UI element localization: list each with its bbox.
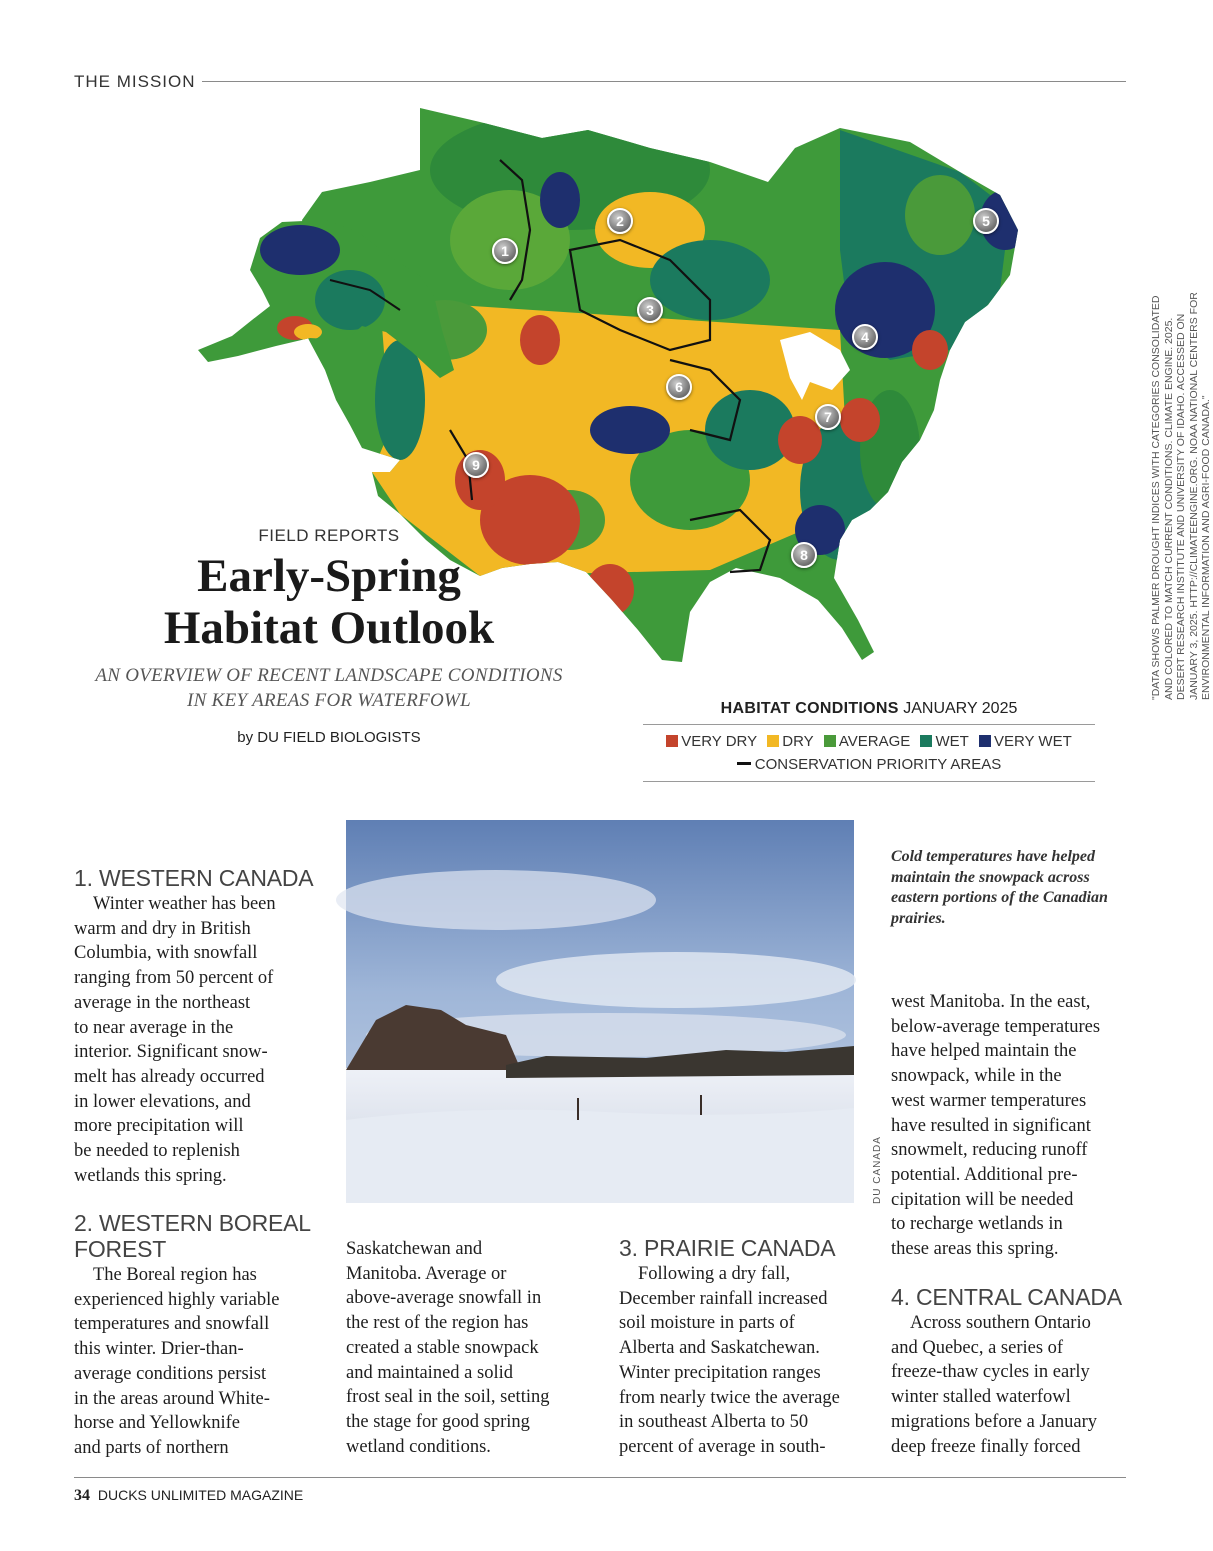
section-heading: 3. PRAIRIE CANADA	[619, 1235, 836, 1261]
article-subtitle	[70, 663, 588, 713]
body-line: snowpack, while in the	[891, 1066, 1062, 1087]
section-prairie-canada	[619, 1236, 859, 1460]
legend-rule	[643, 724, 1095, 725]
legend-label: VERY WET	[993, 733, 1072, 750]
body-line: average conditions persist	[74, 1363, 267, 1384]
kicker: FIELD REPORTS	[258, 526, 400, 545]
article-subtitle-line: AN OVERVIEW OF RECENT LANDSCAPE CONDITIONS	[95, 665, 563, 686]
body-line: temperatures and snowfall	[74, 1314, 270, 1335]
body-line: frost seal in the soil, setting	[346, 1387, 550, 1408]
photo-caption: Cold temperatures have helped maintain the snowpack across eastern portions of the Canadian prairies.	[891, 848, 1108, 927]
priority-line-icon	[737, 762, 751, 765]
swatch-wet	[920, 735, 932, 747]
legend-title-date: JANUARY 2025	[903, 700, 1018, 717]
map-legend	[643, 694, 1095, 794]
body-line: this winter. Drier-than-	[74, 1339, 244, 1360]
article-title	[74, 550, 584, 654]
body-line: be needed to replenish	[74, 1141, 240, 1162]
body-line: created a stable snowpack	[346, 1337, 539, 1358]
legend-item-dry	[767, 733, 813, 750]
map-marker-7: 7	[815, 404, 841, 430]
map-marker-9: 9	[463, 452, 489, 478]
body-line: to near average in the	[74, 1017, 234, 1038]
map-marker-8: 8	[791, 542, 817, 568]
body-line: to recharge wetlands in	[891, 1214, 1063, 1235]
map-marker-5: 5	[973, 208, 999, 234]
legend-item-very-wet	[979, 733, 1072, 750]
body-line: Following a dry fall,	[638, 1264, 791, 1284]
body-line: potential. Additional pre-	[891, 1164, 1078, 1185]
legend-label: VERY DRY	[681, 733, 758, 750]
body-line: experienced highly variable	[74, 1289, 280, 1310]
body-line: have helped maintain the	[891, 1041, 1077, 1062]
body-line: west warmer temperatures	[891, 1090, 1087, 1111]
body-line: more precipitation will	[74, 1116, 244, 1137]
section-western-boreal-cont	[346, 1237, 586, 1459]
body-line: migrations before a January	[891, 1411, 1097, 1432]
legend-item-wet	[920, 733, 968, 750]
legend-label: WET	[935, 733, 969, 750]
page-footer	[74, 1487, 303, 1505]
byline: by DU FIELD BIOLOGISTS	[237, 729, 421, 746]
section-central-canada	[891, 1285, 1131, 1459]
body-line: wetlands this spring.	[74, 1165, 227, 1186]
swatch-very-wet	[979, 735, 991, 747]
body-line: December rainfall increased	[619, 1288, 828, 1309]
map-marker-2: 2	[607, 208, 633, 234]
map-data-credit: "DATA SHOWS PALMER DROUGHT INDICES WITH CATEGORIES CONSOLIDATED AND COLORED TO MATCH CURRENT CONDITIONS. CLIMATE ENGINE. 2025. DESERT RESEARCH INSTITUTE AND UNIVERSITY OF IDAHO. ACCESSED ON JANUARY 3, 2025. HTTP://CLIMATEENGINE.ORG. NOAA NATIONAL CENTERS FOR ENVIRONMENTAL INFORMATION AND AGRI-FOOD CANADA."	[1150, 292, 1212, 700]
section-label: THE MISSION	[74, 72, 196, 91]
body-line: in lower elevations, and	[74, 1091, 251, 1112]
body-line: and parts of northern	[74, 1437, 229, 1458]
footer-rule	[74, 1477, 1126, 1478]
legend-items	[643, 733, 1095, 750]
body-line: The Boreal region has	[93, 1265, 257, 1285]
body-line: above-average snowfall in	[346, 1288, 542, 1309]
body-line: below-average temperatures	[891, 1016, 1101, 1037]
body-line: in the areas around White-	[74, 1388, 270, 1409]
body-line: soil moisture in parts of	[619, 1313, 795, 1334]
legend-item-average	[824, 733, 910, 750]
body-line: Saskatchewan and	[346, 1239, 483, 1259]
photo-credit: DU CANADA	[872, 1136, 883, 1204]
section-western-boreal	[74, 1211, 314, 1461]
body-line: freeze-thaw cycles in early	[891, 1362, 1090, 1383]
body-line: Winter weather has been	[93, 894, 276, 914]
prairie-snow-photo	[346, 820, 854, 1203]
legend-item-priority	[643, 756, 1095, 773]
body-line: deep freeze finally forced	[891, 1436, 1081, 1457]
body-line: the stage for good spring	[346, 1411, 530, 1432]
legend-label: CONSERVATION PRIORITY AREAS	[754, 756, 1002, 773]
body-line: interior. Significant snow-	[74, 1042, 268, 1063]
body-line: cipitation will be needed	[891, 1189, 1074, 1210]
body-line: and maintained a solid	[346, 1362, 513, 1383]
section-heading: 4. CENTRAL CANADA	[891, 1284, 1122, 1310]
swatch-very-dry	[666, 735, 678, 747]
section-prairie-canada-cont	[891, 990, 1131, 1262]
map-marker-3: 3	[637, 297, 663, 323]
map-marker-1: 1	[492, 238, 518, 264]
body-line: Manitoba. Average or	[346, 1263, 507, 1284]
body-line: Across southern Ontario	[910, 1313, 1091, 1333]
map-marker-4: 4	[852, 324, 878, 350]
article-title-line: Habitat Outlook	[163, 602, 495, 654]
body-line: west Manitoba. In the east,	[891, 992, 1091, 1012]
header-rule	[202, 81, 1126, 82]
body-line: Winter precipitation ranges	[619, 1362, 821, 1383]
swatch-average	[824, 735, 836, 747]
map-marker-6: 6	[666, 374, 692, 400]
section-western-canada	[74, 866, 314, 1188]
body-line: and Quebec, a series of	[891, 1337, 1064, 1358]
body-line: Columbia, with snowfall	[74, 943, 258, 964]
article-subtitle-line: IN KEY AREAS FOR WATERFOWL	[186, 690, 472, 711]
body-line: have resulted in significant	[891, 1115, 1091, 1136]
legend-item-very-dry	[666, 733, 757, 750]
publication-name: DUCKS UNLIMITED MAGAZINE	[97, 1487, 304, 1503]
body-line: percent of average in south-	[619, 1436, 826, 1457]
page-number: 34	[74, 1487, 90, 1504]
body-line: melt has already occurred	[74, 1066, 265, 1087]
body-line: from nearly twice the average	[619, 1387, 840, 1408]
section-heading: 2. WESTERN BOREAL	[74, 1210, 311, 1236]
body-line: wetland conditions.	[346, 1436, 491, 1457]
legend-title-bold: HABITAT CONDITIONS	[720, 700, 899, 717]
section-heading: FOREST	[74, 1236, 167, 1262]
body-line: average in the northeast	[74, 992, 251, 1013]
legend-label: AVERAGE	[838, 733, 911, 750]
legend-label: DRY	[782, 733, 814, 750]
body-line: in southeast Alberta to 50	[619, 1412, 809, 1433]
section-heading: 1. WESTERN CANADA	[74, 865, 314, 891]
body-line: snowmelt, reducing runoff	[891, 1140, 1088, 1161]
body-line: warm and dry in British	[74, 918, 251, 939]
body-line: these areas this spring.	[891, 1239, 1059, 1260]
article-title-line: Early-Spring	[197, 550, 461, 602]
body-line: winter stalled waterfowl	[891, 1387, 1071, 1408]
swatch-dry	[767, 735, 779, 747]
body-line: ranging from 50 percent of	[74, 968, 274, 989]
legend-rule	[643, 781, 1095, 782]
body-line: horse and Yellowknife	[74, 1413, 240, 1434]
body-line: Alberta and Saskatchewan.	[619, 1338, 820, 1359]
body-line: the rest of the region has	[346, 1313, 529, 1334]
legend-title	[643, 694, 1095, 724]
